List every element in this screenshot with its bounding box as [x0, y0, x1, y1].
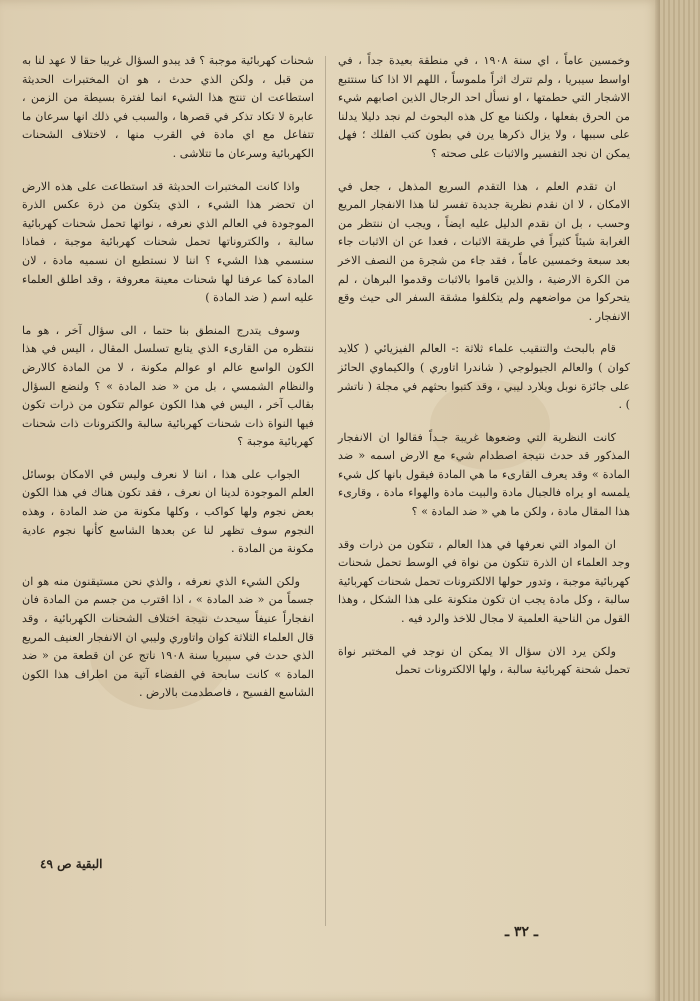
paragraph: وسوف يتدرج المنطق بنا حتما ، الى سؤال آخر ، هو ما ننتظره من القارىء الذي يتابع تسلسل المقال ، اليس في هذا الكون الواسع عالم او عوالم مكونة ، لا من المادة كالارض والنظام الشمسي ، بل من « ضد المادة » ؟ ولنضع السؤال بقالب آخر ، اليس في هذا الكون عوالم تتكون من ذرات تكون فيها النواة ذات شحنات كهربائية سالبة والكترونات ذات شحنات كهربائية موجبة ؟	[22, 323, 314, 449]
page-number: ـ ٣٢ ـ	[505, 924, 539, 940]
paragraph: شحنات كهربائية موجبة ؟ قد يبدو السؤال غريبا حقا لا عهد لنا به من قبل ، ولكن الذي حدث ، هو ان المختبرات الحديثة استطاعت ان تنتج هذا الشيء انما لفترة بسيطة من الزمن ، عابرة لا تكاد تذكر في قصرها ، والسبب في ذلك انها سرعان ما تتفاعل مع اي مادة في القرب منها ، لاختلاف الشحنات الكهربائية وسرعان ما تتلاشى .	[22, 54, 314, 160]
paragraph: قام بالبحث والتنقيب علماء ثلاثة :- العالم الفيزيائي ( كلايد كوان ) والعالم الجيولوجي ( شاندرا اتاوري ) والكيماوي الحائز على جائزة نوبل ويلارد ليبي ، وقد كتبوا بحثهم في مجلة ( ناتشر ) .	[338, 342, 630, 412]
paragraph: واذا كانت المختبرات الحديثة قد استطاعت على هذه الارض ان تحضر هذا الشيء ، الذي يتكون من ذرة عكس الذرة الموجودة في العالم الذي نعرفه ، نواتها تحمل شحنات كهربائية سالبة ، والكتروناتها تحمل شحنات كهربائية موجبة ، فماذا سنسمي هذا الشيء ؟ اننا لا نستطيع ان نسميه مادة ، لان المادة كما عرفنا لها شحنات معينة معروفة ، وقد اطلق العلماء عليه اسم ( ضد المادة )	[22, 179, 314, 305]
paragraph: وخمسين عاماً ، اي سنة ١٩٠٨ ، في منطقة بعيدة جداً ، في اواسط سيبريا ، ولم تترك اثراً ملموساً ، اللهم الا اذا كنا سنتتبع الاشجار التي حطمتها ، او نسأل احد الرجال الذين اصابهم شيء من الحرق بفعلها ، ولكننا مع كل هذه البحوث لم نجد دليلا يدلنا على سببها ، ولا يزال ذكرها يرن في بطون كتب الفلك ؛ فهل يمكن ان نجد التفسير والاثبات على صحته ؟	[338, 54, 630, 160]
continued-note: البقية ص ٤٩	[40, 857, 103, 871]
paragraph: كانت النظرية التي وضعوها غريبة جـداً فقالوا ان الانفجار المذكور قد حدث نتيجة اصطدام شيء مع الارض اسمه « ضد المادة » وقد يعرف القارىء ما هي المادة فيقول بانها كل شيء يلمسه او يراه فالجبال مادة والبيت مادة والهواء مادة ، وقارىء هذا المقال مادة ، ولكن ما هي « ضد المادة » ؟	[338, 430, 630, 519]
column-divider	[325, 56, 326, 926]
book-binding-edge	[660, 0, 700, 1001]
paragraph: الجواب على هذا ، اننا لا نعرف وليس في الامكان بوسائل العلم الموجودة لدينا ان نعرف ، فقد تكون هناك في هذا الكون بعض نجوم ولها كواكب ، وكلها مكونة من ضد المادة ، وهذه النجوم سوف تظهر لنا عن بعدها الشاسع كأنها نجوم عادية مكونة من المادة .	[22, 467, 314, 556]
paragraph: ان تقدم العلم ، هذا التقدم السريع المذهل ، جعل في الامكان ، لا ان نقدم نظرية جديدة تفسر لنا هذا الانفجار المريع وحسب ، بل ان نقدم الدليل عليه ايضاً ، ويجب ان ننتظر من الغرابة شيئاً كثيراً في طريقة الاثبات ، فعدا عن ان الاثبات جاء بعد سبعة وخمسين عاماً ، فقد جاء من شجرة من النصف الاخر من الكرة الارضية ، والذين قاموا بالاثبات وقدموا البرهان ، لم يتحركوا من مواضعهم ولم يتكلفوا مشقة السفر الى حيث وقع الانفجار .	[338, 179, 630, 323]
paragraph: ان المواد التي نعرفها في هذا العالم ، تتكون من ذرات وقد وجد العلماء ان الذرة تتكون من نواة في الوسط تحمل شحنات كهربائية موجبة ، وتدور حولها الالكترونات تحمل شحنات كهربائية سالبة ، وكل مادة يجب ان تكون متكونة على هذا الشكل ، وهذا القول من الناحية العلمية لا مجال للاخذ والرد فيه .	[338, 537, 630, 626]
right-column	[338, 52, 630, 694]
paragraph: ولكن يرد الان سؤال الا يمكن ان نوجد في المختبر نواة تحمل شحنة كهربائية سالبة ، ولها الالكترونات تحمل	[338, 644, 630, 677]
left-column	[22, 52, 314, 717]
paragraph: ولكن الشيء الذي نعرفه ، والذي نحن مستيقنون منه هو ان جسماً من « ضد المادة » ، اذا اقترب من جسم من المادة فان انفجاراً عنيفاً سيحدث نتيجة اختلاف الشحنات الكهربائية ، وقد قال العلماء الثلاثة كوان واتاوري وليبي ان الانفجار العنيف المريع الذي حدث في سيبريا سنة ١٩٠٨ ناتج عن ان قطعة من « ضد المادة » كانت سابحة في الفضاء آتية من اطراف هذا الكون الشاسع الفسيح ، فاصطدمت بالارض .	[22, 574, 314, 700]
